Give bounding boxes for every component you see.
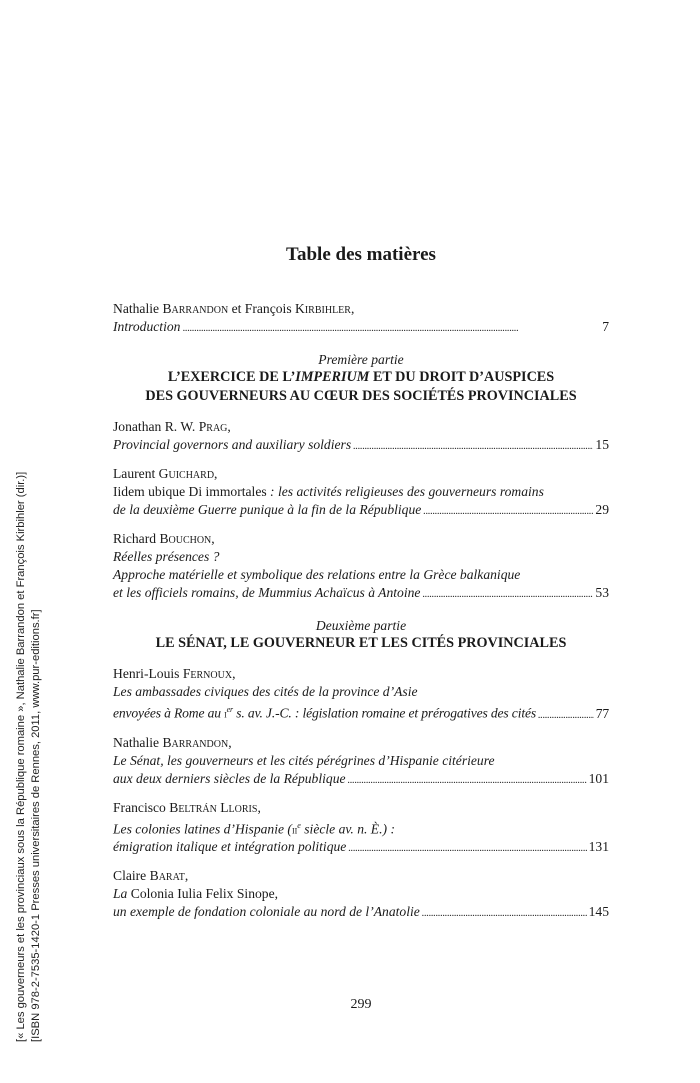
author-first: Francisco [113, 799, 170, 815]
side-credit-line-1: [« Les gouverneurs et les provinciaux sous la République romaine », Nathalie Barrandon et François Kirbihler (dir.)] [15, 471, 27, 1042]
comma: , [184, 868, 189, 884]
entry-authors [113, 867, 609, 885]
side-credit-note [14, 472, 44, 1042]
page-ref[interactable]: 101 [588, 770, 609, 786]
title-text: s. av. J.-C. : législation romaine et prérogatives des cités [233, 705, 536, 721]
comma: , [214, 466, 218, 481]
leader-dots [182, 318, 600, 337]
entry-authors [113, 665, 609, 683]
leader-dots [422, 584, 593, 603]
part-title: LE SÉNAT, LE GOUVERNEUR ET LES CITÉS PROVINCIALES [155, 635, 567, 651]
author-first: Henri-Louis [113, 666, 183, 681]
entry-title-line [113, 770, 609, 789]
leader-dots [423, 501, 593, 520]
author-first: Claire [113, 868, 150, 884]
superscript: er [226, 705, 234, 714]
table-of-contents [113, 300, 609, 932]
title-text: Les colonies latines d’Hispanie ( [113, 821, 292, 837]
entry-title: et les officiels romains, de Mummius Achaïcus à Antoine [113, 585, 421, 600]
entry-title-line [113, 318, 609, 337]
title-text: envoyées à Rome au [113, 705, 225, 721]
part-2-heading [113, 617, 609, 653]
author-last: Bouchon [159, 531, 212, 546]
page-ref[interactable]: 77 [595, 705, 609, 721]
entry-title-roman: Colonia Iulia Felix Sinope, [127, 886, 279, 902]
toc-entry-introduction [113, 300, 609, 337]
page-ref[interactable]: 15 [595, 437, 609, 452]
page-ref[interactable]: 29 [595, 502, 609, 517]
entry-authors [113, 465, 609, 483]
page-ref[interactable]: 145 [588, 904, 609, 920]
page-ref[interactable]: 7 [602, 319, 609, 334]
entry-title-line-2: Approche matérielle et symbolique des relations entre la Grèce balkanique [113, 567, 521, 582]
entry-authors [113, 799, 609, 817]
page-ref[interactable]: 131 [588, 839, 609, 855]
part-label: Deuxième partie [315, 618, 407, 633]
author-last: Prag [198, 419, 228, 434]
entry-title-line [113, 701, 609, 724]
author-last: Barrandon [162, 734, 229, 750]
side-credit-line-2: [ISBN 978-2-7535-1420-1 Presses universitaires de Rennes, 2011, www.pur-editions.fr] [30, 609, 42, 1042]
entry-title: aux deux derniers siècles de la République [113, 770, 346, 786]
entry-authors [113, 300, 609, 318]
part-title-line-1 [113, 368, 609, 387]
leader-dots [538, 705, 594, 724]
author-last: Barrandon [162, 301, 229, 316]
roman-numeral: ii [291, 822, 298, 837]
superscript: e [297, 820, 301, 830]
part-title-text: L’EXERCICE DE L’ [167, 369, 296, 385]
author-first: Nathalie [113, 734, 163, 750]
entry-title: Introduction [113, 319, 181, 334]
leader-dots [353, 436, 593, 455]
leader-dots [348, 770, 587, 789]
entry-title-line-1: Le Sénat, les gouverneurs et les cités pérégrines d’Hispanie citérieure [113, 752, 495, 768]
comma: , [228, 734, 232, 750]
author-last: Beltrán Lloris [169, 799, 258, 815]
leader-dots [422, 903, 587, 922]
part-title-text: ET DU DROIT D’AUSPICES [369, 369, 555, 385]
entry-title-line-1: Réelles présences ? [113, 549, 220, 564]
author-last: Fernoux [182, 666, 233, 681]
leader-dots [348, 838, 586, 857]
author-last: Guichard [158, 466, 215, 481]
entry-title: de la deuxième Guerre punique à la fin de la République [113, 502, 422, 517]
toc-entry-guichard [113, 465, 609, 520]
entry-title-italic: : les activités religieuses des gouverneurs romains [266, 484, 544, 499]
entry-authors [113, 418, 609, 436]
entry-title-line [113, 436, 609, 455]
entry-title-line-1 [113, 483, 609, 501]
author-first: Jonathan R. W. [113, 419, 199, 434]
comma: , [350, 301, 355, 316]
toc-entry-barat [113, 867, 609, 922]
entry-title: émigration italique et intégration politique [113, 839, 347, 855]
author-conjunction: et François [228, 301, 296, 316]
entry-title: un exemple de fondation coloniale au nord de l’Anatolie [113, 904, 420, 920]
comma: , [232, 666, 236, 681]
part-label: Première partie [318, 352, 404, 367]
entry-title [113, 701, 536, 723]
entry-title-italic: La [113, 886, 128, 902]
roman-numeral: i [224, 706, 227, 721]
title-text: siècle av. n. È.) : [300, 821, 395, 837]
entry-authors [113, 734, 609, 752]
comma: , [211, 531, 215, 546]
page-title: Table des matières [286, 244, 436, 265]
entry-title-line [113, 584, 609, 603]
entry-title-line-1 [113, 885, 609, 903]
toc-entry-bouchon [113, 530, 609, 603]
entry-title-line [113, 903, 609, 922]
part-title-emphasis: IMPERIUM [295, 369, 370, 385]
entry-authors [113, 530, 609, 548]
toc-entry-fernoux [113, 665, 609, 724]
toc-entry-barrandon [113, 734, 609, 789]
comma: , [257, 799, 261, 815]
entry-title-line-1 [113, 817, 609, 839]
toc-entry-beltran-lloris [113, 799, 609, 858]
entry-title-roman: Iidem ubique Di immortales [113, 484, 267, 499]
part-1-heading [113, 351, 609, 406]
author-first: Laurent [113, 466, 159, 481]
author-first: Richard [113, 531, 160, 546]
part-title-line-2: DES GOUVERNEURS AU CŒUR DES SOCIÉTÉS PROVINCIALES [145, 388, 577, 404]
comma: , [227, 419, 231, 434]
author-last: Barat [149, 868, 185, 884]
entry-title-line-1: Les ambassades civiques des cités de la province d’Asie [113, 684, 418, 699]
toc-entry-prag [113, 418, 609, 455]
entry-title-line [113, 501, 609, 520]
entry-title: Provincial governors and auxiliary soldiers [113, 437, 352, 452]
entry-title-line [113, 838, 609, 857]
author-first: Nathalie [113, 301, 163, 316]
page-number: 299 [350, 997, 372, 1012]
page-ref[interactable]: 53 [595, 585, 609, 600]
author-last: Kirbihler [295, 301, 351, 316]
